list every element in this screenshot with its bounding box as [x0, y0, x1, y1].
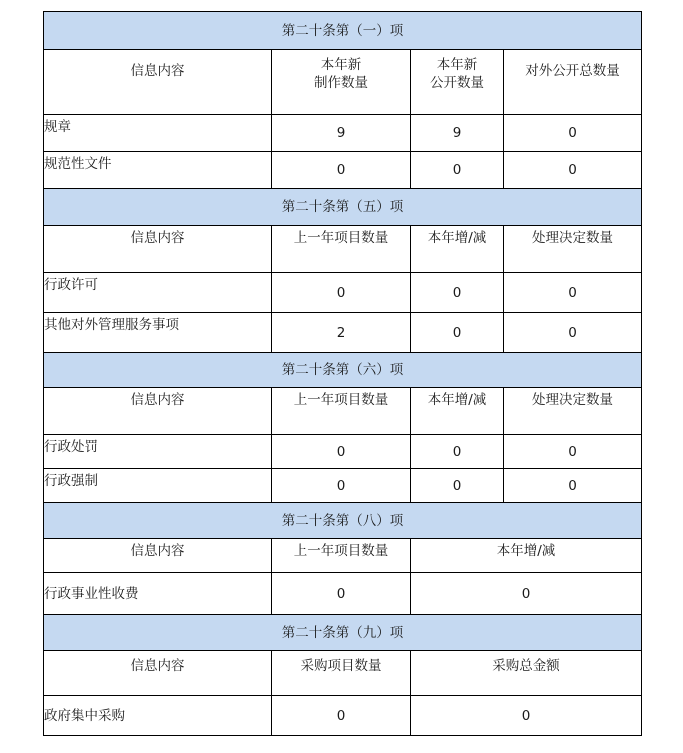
cell-value: 0: [272, 435, 411, 469]
cell-value: 0: [272, 273, 411, 313]
row-label: 规范性文件: [44, 152, 272, 189]
disclosure-table: [43, 11, 642, 736]
header-total-public-count: 对外公开总数量: [504, 50, 642, 115]
row-label: 行政处罚: [44, 435, 272, 469]
cell-value: 0: [272, 152, 411, 189]
header-info-content: 信息内容: [44, 50, 272, 115]
cell-value: 0: [504, 435, 642, 469]
header-info-content: 信息内容: [44, 226, 272, 273]
header-info-content: 信息内容: [44, 539, 272, 573]
header-info-content: 信息内容: [44, 651, 272, 696]
row-label: 其他对外管理服务事项: [44, 313, 272, 353]
cell-value: 0: [504, 115, 642, 152]
cell-value: 0: [504, 313, 642, 353]
cell-value: 2: [272, 313, 411, 353]
cell-value: 0: [411, 152, 504, 189]
header-new-produced-count: 本年新 制作数量: [272, 50, 411, 115]
row-label: 政府集中采购: [44, 696, 272, 736]
cell-value: 0: [411, 573, 642, 615]
section-title: 第二十条第（六）项: [44, 353, 642, 388]
cell-value: 9: [411, 115, 504, 152]
row-label: 行政许可: [44, 273, 272, 313]
header-decision-count: 处理决定数量: [504, 388, 642, 435]
cell-value: 0: [272, 573, 411, 615]
header-new-published-count: 本年新 公开数量: [411, 50, 504, 115]
section-title: 第二十条第（一）项: [44, 12, 642, 50]
cell-value: 0: [272, 696, 411, 736]
header-yearly-change: 本年增/减: [411, 539, 642, 573]
row-label: 行政强制: [44, 469, 272, 503]
header-decision-count: 处理决定数量: [504, 226, 642, 273]
cell-value: 0: [504, 152, 642, 189]
header-procurement-total: 采购总金额: [411, 651, 642, 696]
section-title: 第二十条第（五）项: [44, 189, 642, 226]
header-prev-year-count: 上一年项目数量: [272, 539, 411, 573]
cell-value: 0: [504, 469, 642, 503]
header-info-content: 信息内容: [44, 388, 272, 435]
header-procurement-count: 采购项目数量: [272, 651, 411, 696]
row-label: 规章: [44, 115, 272, 152]
header-yearly-change: 本年增/减: [411, 226, 504, 273]
cell-value: 9: [272, 115, 411, 152]
cell-value: 0: [272, 469, 411, 503]
cell-value: 0: [504, 273, 642, 313]
cell-value: 0: [411, 469, 504, 503]
section-title: 第二十条第（八）项: [44, 503, 642, 539]
section-title: 第二十条第（九）项: [44, 615, 642, 651]
cell-value: 0: [411, 435, 504, 469]
cell-value: 0: [411, 696, 642, 736]
header-prev-year-count: 上一年项目数量: [272, 388, 411, 435]
cell-value: 0: [411, 313, 504, 353]
header-yearly-change: 本年增/减: [411, 388, 504, 435]
cell-value: 0: [411, 273, 504, 313]
header-prev-year-count: 上一年项目数量: [272, 226, 411, 273]
row-label: 行政事业性收费: [44, 573, 272, 615]
